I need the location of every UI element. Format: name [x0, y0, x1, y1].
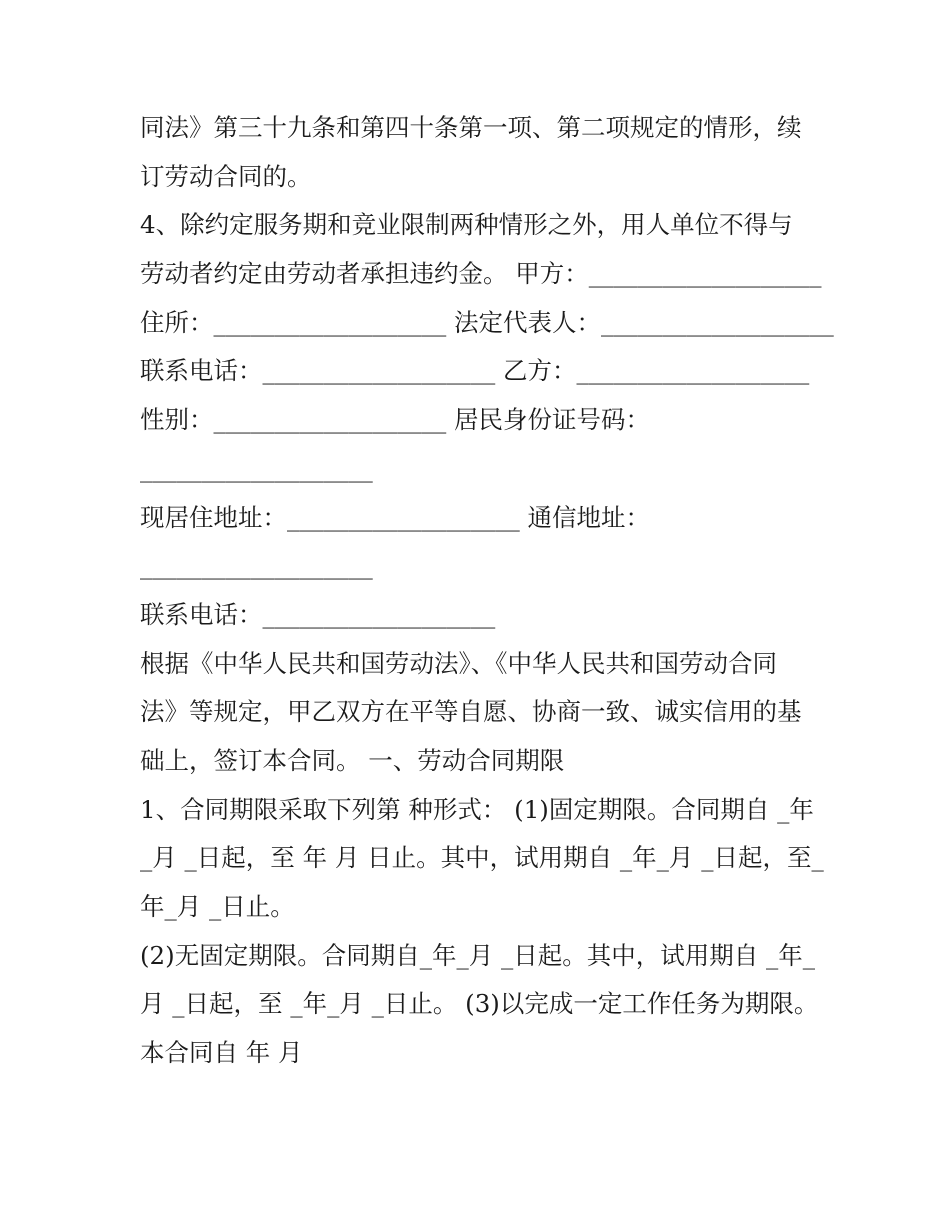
text-line: 月 _日起，至 _年_月 _日止。 (3)以完成一定工作任务为期限。 [140, 989, 819, 1019]
text-line: 联系电话：___________________ [140, 599, 496, 629]
text-line: _月 _日起，至 年 月 日止。其中，试用期自 _年_月 _日起，至_ [140, 843, 824, 873]
text-line: 联系电话：___________________ 乙方：___________________ [140, 356, 810, 386]
text-line: 4、除约定服务期和竞业限制两种情形之外，用人单位不得与 [140, 210, 793, 240]
text-line: 性别：___________________ 居民身份证号码： [140, 405, 651, 435]
text-line: 订劳动合同的。 [140, 161, 312, 191]
text-line: ___________________ [140, 453, 373, 483]
text-line: 根据《中华人民共和国劳动法》、《中华人民共和国劳动合同 [140, 648, 777, 678]
text-line: 法》等规定，甲乙双方在平等自愿、协商一致、诚实信用的基 [140, 697, 802, 727]
text-line: 现居住地址：___________________ 通信地址： [140, 502, 651, 532]
text-line: 住所：___________________ 法定代表人：___________________ [140, 307, 834, 337]
text-line: 1、合同期限采取下列第 种形式： (1)固定期限。合同期自 _年 [140, 794, 814, 824]
text-line: (2)无固定期限。合同期自_年_月 _日起。其中，试用期自 _年_ [140, 940, 816, 970]
text-line: ___________________ [140, 551, 373, 581]
text-line: 年_月 _日止。 [140, 892, 295, 921]
text-line: 本合同自 年 月 [140, 1038, 303, 1068]
text-line: 劳动者约定由劳动者承担违约金。 甲方：___________________ [140, 259, 822, 289]
contract-text [140, 104, 834, 1078]
text-line: 础上，签订本合同。 一、劳动合同期限 [140, 745, 565, 775]
text-line: 同法》第三十九条和第四十条第一项、第二项规定的情形，续 [140, 113, 802, 142]
